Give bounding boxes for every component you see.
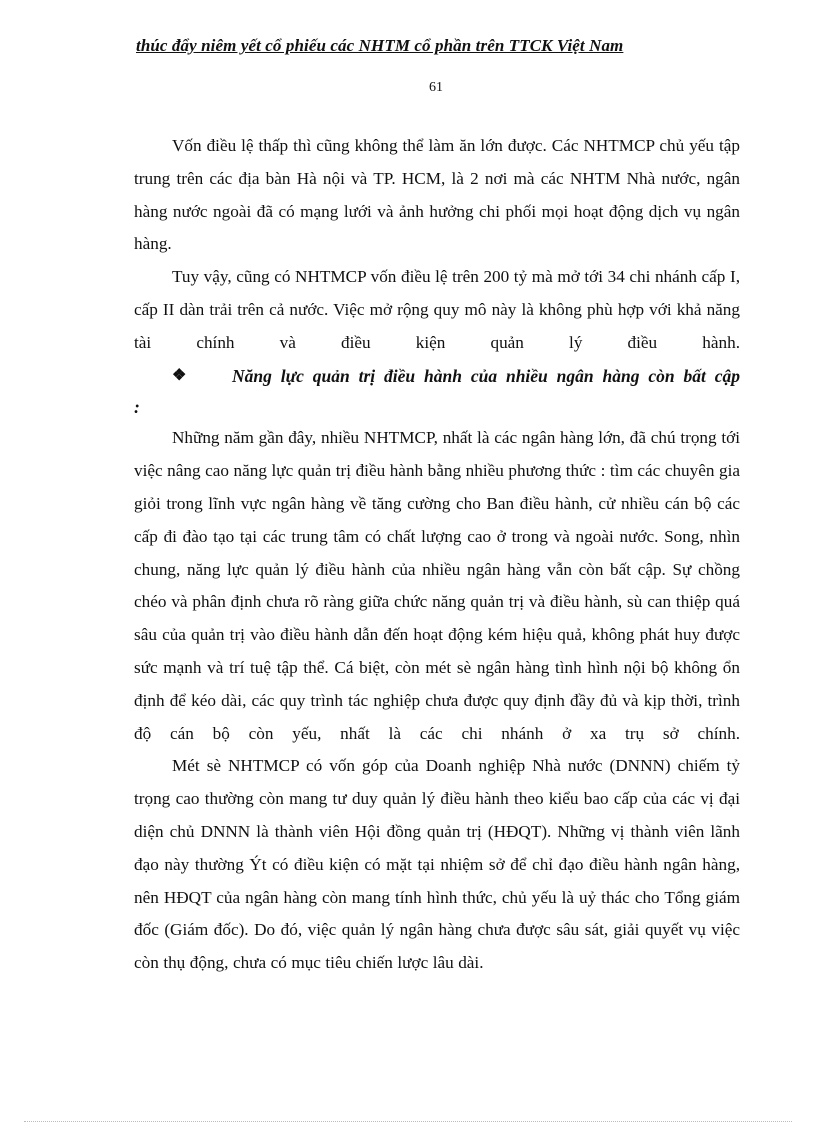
paragraph-management-capacity: Những năm gần đây, nhiều NHTMCP, nhất là các ngân hàng lớn, đã chú trọng tới việc nâng cao năng lực quản trị điều hành bằng nhiều phương thức : tìm các chuyên gia giỏi trong lĩnh vực ngân hàng về tăng cường cho Ban điều hành, cử nhiều cán bộ các cấp đi đào tạo tại các trung tâm có chất lượng cao ở trong và ngoài nước. Song, nhìn chung, năng lực quản lý điều hành của nhiều ngân hàng vẫn còn bất cập. Sự chồng chéo và phân định chưa rõ ràng giữa chức năng quản trị và điều hành, sù can thiệp quá sâu của quản trị vào điều hành dẫn đến hoạt động kém hiệu quả, không phát huy được sức mạnh và trí tuệ tập thể. Cá biệt, còn mét sè ngân hàng tình hình nội bộ không ổn định để kéo dài, các quy trình tác nghiệp chưa được quy định đầy đủ và kịp thời, trình độ cán bộ còn yếu, nhất là các chi nhánh ở xa trụ sở chính.: [134, 428, 740, 743]
page-number: 61: [429, 80, 443, 95]
running-header: thúc đẩy niêm yết cổ phiếu các NHTM cổ phần trên TTCK Việt Nam: [136, 36, 624, 55]
section-heading-colon: :: [134, 397, 140, 418]
paragraph-branch-expansion: Tuy vậy, cũng có NHTMCP vốn điều lệ trên 200 tỷ mà mở tới 34 chi nhánh cấp I, cấp II dàn trải trên cả nước. Việc mở rộng quy mô này là không phù hợp với khả năng tài chính và điều kiện quản lý điều hành.: [134, 267, 740, 352]
diamond-bullet-icon: ❖: [172, 366, 187, 384]
paragraph-state-enterprise-shareholding: Mét sè NHTMCP có vốn góp của Doanh nghiệp Nhà nước (DNNN) chiếm tỷ trọng cao thường còn mang tư duy quản lý điều hành theo kiểu bao cấp của các vị đại diện chủ DNNN là thành viên Hội đồng quản trị (HĐQT). Những vị thành viên lãnh đạo này thường Ýt có điều kiện có mặt tại nhiệm sở để chỉ đạo điều hành ngân hàng, nên HĐQT của ngân hàng còn mang tính hình thức, chủ yếu là uỷ thác cho Tổng giám đốc (Giám đốc). Do đó, việc quản lý ngân hàng chưa được sâu sát, giải quyết vụ việc còn thụ động, chưa có mục tiêu chiến lược lâu dài.: [134, 756, 740, 973]
section-heading-text: Năng lực quản trị điều hành của nhiều ngân hàng còn bất cập: [232, 365, 740, 386]
document-body: [134, 130, 740, 980]
paragraph-charter-capital: Vốn điều lệ thấp thì cũng không thể làm ăn lớn được. Các NHTMCP chủ yếu tập trung trên các địa bàn Hà nội và TP. HCM, là 2 nơi mà các NHTM Nhà nước, ngân hàng nước ngoài đã có mạng lưới và ảnh hưởng chi phối mọi hoạt động dịch vụ ngân hàng.: [134, 136, 740, 254]
page-bottom-divider: [24, 1121, 792, 1122]
section-heading: [134, 360, 740, 393]
